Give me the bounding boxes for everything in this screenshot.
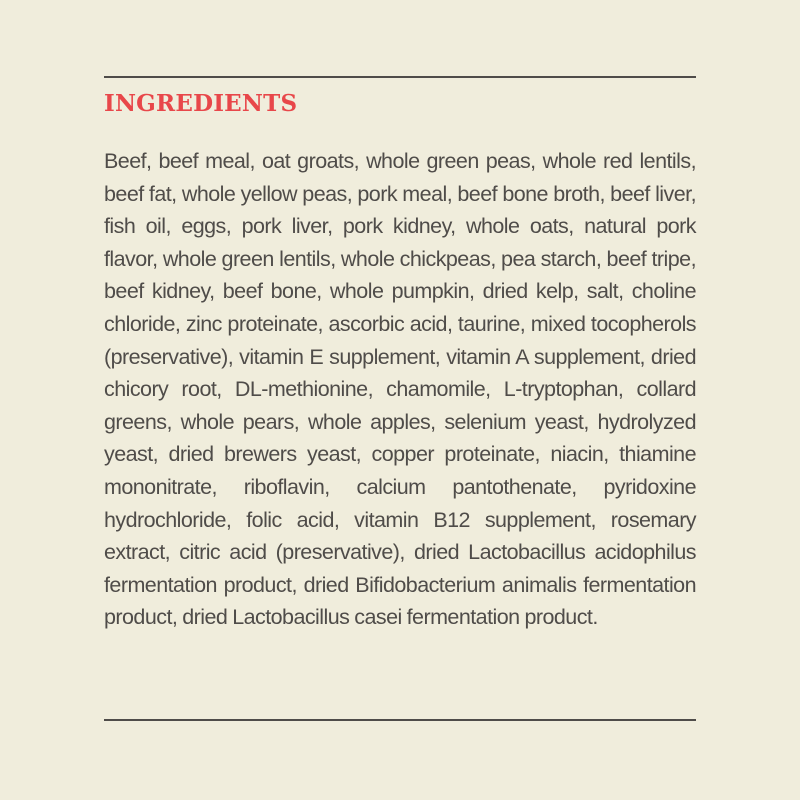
bottom-divider <box>104 719 696 721</box>
ingredients-list-text: Beef, beef meal, oat groats, whole green peas, whole red lentils, beef fat, whole yellow peas, pork meal, beef bone broth, beef liver, fish oil, eggs, pork liver, pork kidney, whole oats, natural pork flavor, whole green lentils, whole chickpeas, pea starch, beef tripe, beef kidney, beef bone, whole pumpkin, dried kelp, salt, choline chloride, zinc proteinate, ascorbic acid, taurine, mixed tocopherols (preservative), vitamin E supplement, vitamin A supplement, dried chicory root, DL-methionine, chamomile, L-tryptophan, collard greens, whole pears, whole apples, selenium yeast, hydrolyzed yeast, dried brewers yeast, copper proteinate, niacin, thiamine mononitrate, riboflavin, calcium pantothenate, pyridoxine hydrochloride, folic acid, vitamin B12 supplement, rosemary extract, citric acid (preservative), dried Lactobacillus acidophilus fermentation product, dried Bifidobacterium animalis fermentation product, dried Lactobacillus casei fermentation product. <box>104 149 696 630</box>
top-divider <box>104 76 696 78</box>
ingredients-heading: INGREDIENTS <box>104 90 298 117</box>
